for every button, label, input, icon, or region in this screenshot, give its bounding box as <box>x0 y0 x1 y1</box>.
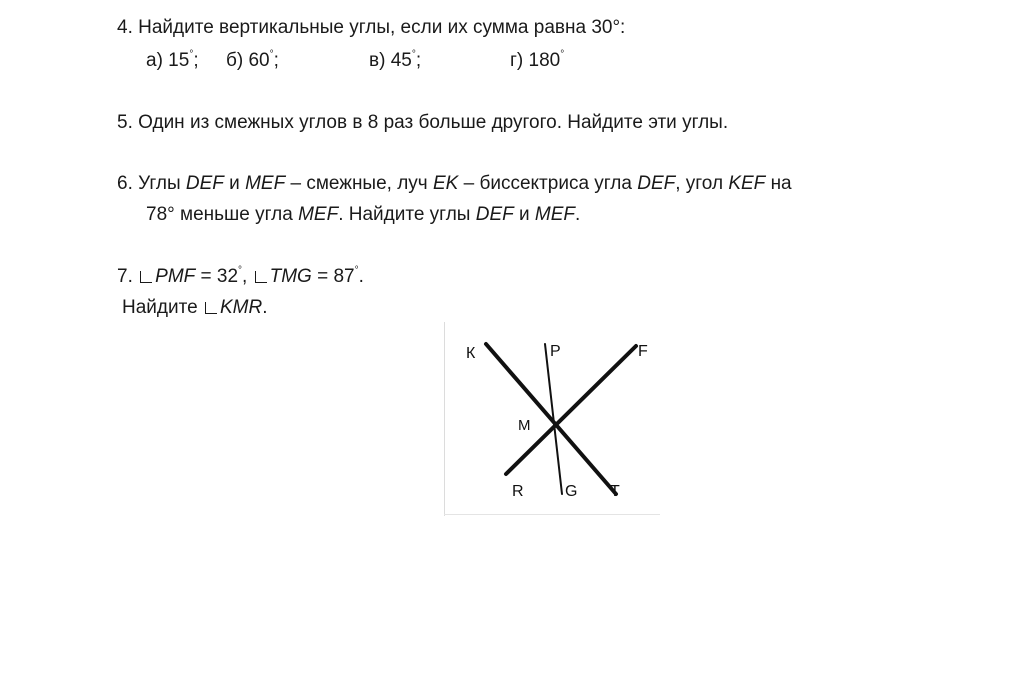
line-fr <box>506 346 636 474</box>
label-g: G <box>565 483 578 500</box>
q4-option-c: в) 45°; <box>369 49 422 71</box>
q4-option-d: г) 180° <box>510 49 565 71</box>
angle-icon <box>205 302 217 314</box>
question-5-text: 5. Один из смежных углов в 8 раз больше другого. Найдите эти углы. <box>117 112 729 133</box>
label-f: F <box>638 343 648 360</box>
label-k: К <box>466 345 476 362</box>
label-t: T <box>610 483 620 500</box>
question-7-line-1: 7. PMF = 32°, TMG = 87°. <box>117 265 364 287</box>
label-m: M <box>518 417 531 434</box>
question-6-line-1: 6. Углы DEF и MEF – смежные, луч EK – биссектриса угла DEF, угол KEF на <box>117 173 792 194</box>
label-r: R <box>512 483 524 500</box>
label-p: P <box>550 343 561 360</box>
angle-icon <box>140 271 152 283</box>
angle-icon <box>255 271 267 283</box>
angles-figure <box>444 322 660 516</box>
question-4 <box>117 18 625 37</box>
question-5 <box>117 113 728 132</box>
question-7-line-2: Найдите KMR. <box>122 297 268 318</box>
line-kt <box>486 344 616 494</box>
question-6-line-2: 78° меньше угла MEF. Найдите углы DEF и MEF. <box>146 204 581 225</box>
q4-option-a: а) 15°; <box>146 49 199 71</box>
question-4-text: 4. Найдите вертикальные углы, если их сумма равна 30°: <box>117 17 626 38</box>
q4-option-b: б) 60°; <box>226 49 279 71</box>
